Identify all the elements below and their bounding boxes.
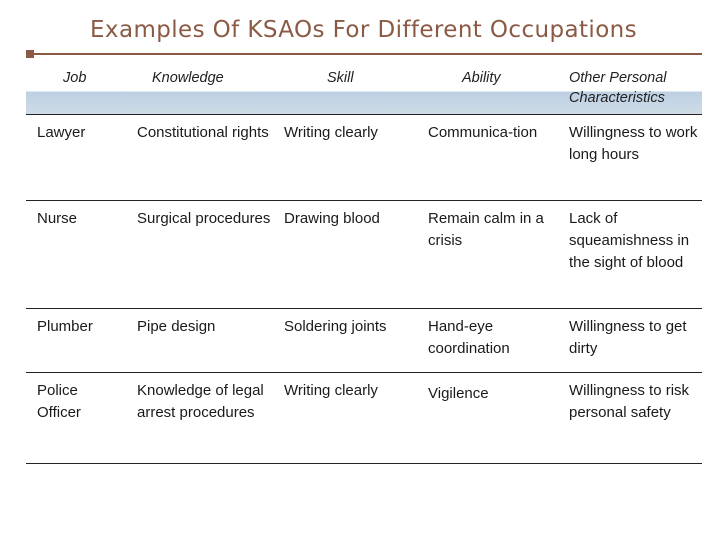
- cell-ability: Vigilence: [428, 385, 489, 402]
- header-other: Other Personal Characteristics: [569, 70, 667, 106]
- cell-skill: Writing clearly: [284, 124, 378, 141]
- cell-job: Police Officer: [37, 382, 81, 421]
- cell-job: Plumber: [37, 318, 93, 335]
- table-row: [26, 114, 702, 200]
- slide-title: Examples Of KSAOs For Different Occupations: [90, 17, 638, 43]
- cell-knowledge: Surgical procedures: [137, 210, 271, 227]
- cell-job: Lawyer: [37, 124, 86, 141]
- divider-marker: [26, 50, 34, 58]
- header-skill: Skill: [327, 70, 354, 86]
- cell-skill: Writing clearly: [284, 382, 378, 399]
- cell-knowledge: Pipe design: [137, 318, 216, 335]
- cell-ability: Remain calm in a crisis: [428, 210, 544, 249]
- cell-knowledge: Constitutional rights: [137, 124, 269, 141]
- ksao-table: [26, 58, 702, 464]
- table-row: [26, 200, 702, 308]
- cell-skill: Soldering joints: [284, 318, 387, 335]
- table-row: [26, 372, 702, 464]
- cell-ability: Hand-eye coordination: [428, 318, 510, 357]
- header-job: Job: [63, 70, 87, 86]
- cell-ability: Communica-tion: [428, 124, 538, 141]
- header-ability: Ability: [462, 70, 501, 86]
- table-header: [26, 58, 702, 114]
- cell-job: Nurse: [37, 210, 78, 227]
- cell-other: Willingness to get dirty: [569, 318, 687, 357]
- cell-knowledge: Knowledge of legal arrest procedures: [137, 382, 264, 421]
- cell-other: Willingness to work long hours: [569, 124, 698, 163]
- table-row: [26, 308, 702, 372]
- title-divider: [26, 50, 702, 58]
- header-knowledge: Knowledge: [152, 70, 224, 86]
- cell-other: Willingness to risk personal safety: [569, 382, 690, 421]
- cell-other: Lack of squeamishness in the sight of blood: [569, 210, 690, 271]
- cell-skill: Drawing blood: [284, 210, 380, 227]
